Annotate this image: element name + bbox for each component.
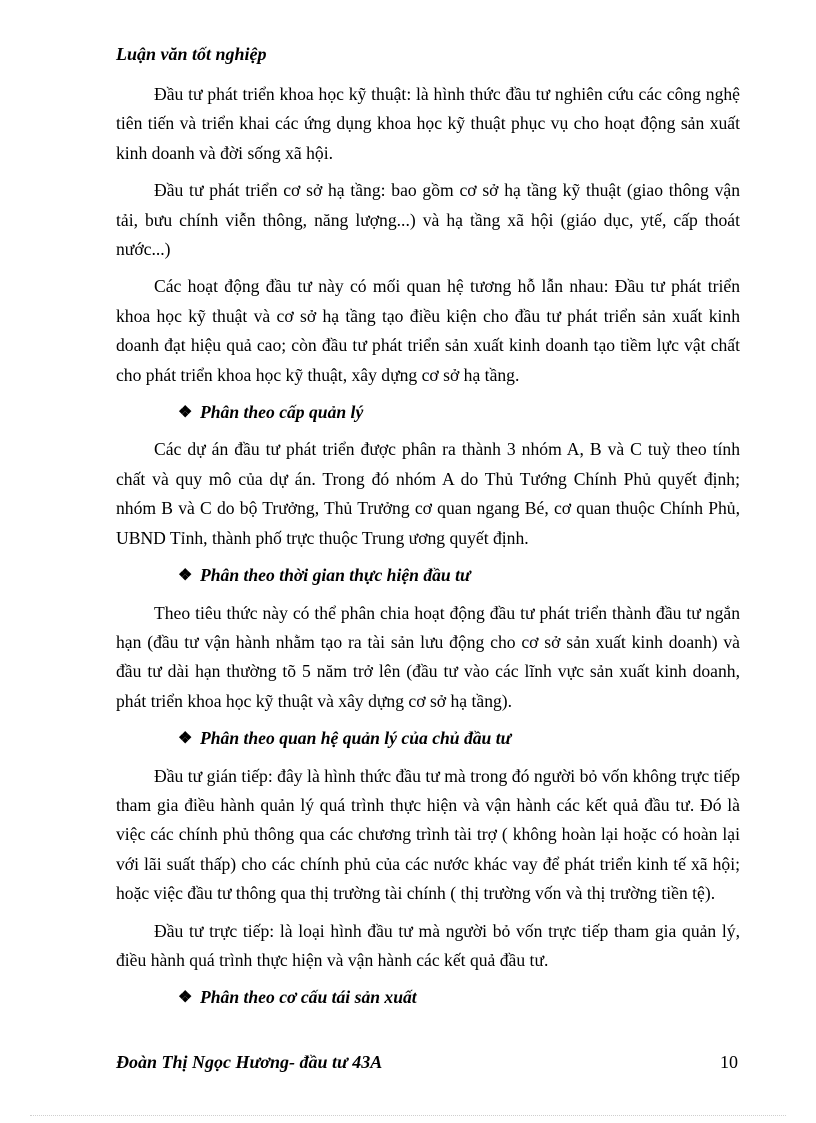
document-page: [116, 0, 740, 1123]
subheading-label: Phân theo cấp quản lý: [200, 402, 364, 423]
page-number: 10: [720, 1052, 738, 1072]
page-footer: [116, 1052, 738, 1073]
paragraph-project-groups: Các dự án đầu tư phát triển được phân ra thành 3 nhóm A, B và C tuỳ theo tính chất và quy mô của dự án. Trong đó nhóm A do Thủ Tướng Chính Phủ quyết định; nhóm B và C do bộ Trưởng, Thủ Trưởng cơ quan ngang Bé, cơ quan thuộc Chính Phủ, UBND Tỉnh, thành phố trực thuộc Trung ương quyết định.: [116, 439, 740, 548]
subheading-implementation-time: [178, 561, 740, 590]
paragraph-mutual-relationship: Các hoạt động đầu tư này có mối quan hệ tương hỗ lẫn nhau: Đầu tư phát triển khoa học kỹ thuật và cơ sở hạ tầng tạo điều kiện cho đầu tư phát triển sản xuất kinh doanh đạt hiệu quả cao; còn đầu tư phát triển sản xuất kinh doanh tạo tiềm lực vật chất cho phát triển khoa học kỹ thuật, xây dựng cơ sở hạ tầng.: [116, 276, 740, 385]
diamond-bullet-icon: ❖: [178, 989, 193, 1007]
subheading-investor-relation: [178, 724, 740, 753]
paragraph-infrastructure-investment: Đầu tư phát triển cơ sở hạ tầng: bao gồm cơ sở hạ tầng kỹ thuật (giao thông vận tải, bưu chính viễn thông, năng lượng...) và hạ tầng xã hội (giáo dục, ytế, cấp thoát nước...): [116, 180, 740, 260]
subheading-reproduction-structure: [178, 983, 740, 1012]
diamond-bullet-icon: ❖: [178, 567, 193, 585]
subheading-label: Phân theo thời gian thực hiện đầu tư: [200, 565, 471, 586]
subheading-management-level: [178, 398, 740, 427]
paragraph-indirect-investment: Đầu tư gián tiếp: đây là hình thức đầu tư mà trong đó người bỏ vốn không trực tiếp tham gia điều hành quản lý quá trình thực hiện và vận hành các kết quả đầu tư. Đó là việc các chính phủ thông qua các chương trình tài trợ ( không hoàn lại hoặc có hoàn lại với lãi suất thấp) cho các chính phủ của các nước khác vay để phát triển kinh tế xã hội; hoặc việc đầu tư thông qua thị trường tài chính ( thị trường vốn và thị trường tiền tệ).: [116, 765, 740, 904]
subheading-label: Phân theo quan hệ quản lý của chủ đầu tư: [200, 728, 512, 749]
footer-author: Đoàn Thị Ngọc Hương- đầu tư 43A: [116, 1052, 383, 1072]
paragraph-direct-investment: Đầu tư trực tiếp: là loại hình đầu tư mà người bỏ vốn trực tiếp tham gia quản lý, điều hành quá trình thực hiện và vận hành các kết quả đầu tư.: [116, 920, 740, 970]
paragraph-science-tech-investment: Đầu tư phát triển khoa học kỹ thuật: là hình thức đầu tư nghiên cứu các công nghệ tiên tiến và triển khai các ứng dụng khoa học kỹ thuật phục vụ cho hoạt động sản xuất kinh doanh và đời sống xã hội.: [116, 84, 740, 163]
diamond-bullet-icon: ❖: [178, 404, 193, 422]
document-body: [116, 80, 740, 1021]
page-bottom-divider: [30, 1115, 786, 1116]
paragraph-short-long-term: Theo tiêu thức này có thể phân chia hoạt động đầu tư phát triển thành đầu tư ngắn hạn (đầu tư vận hành nhằm tạo ra tài sản lưu động cho cơ sở sản xuất kinh doanh) và đầu tư dài hạn thường tõ 5 năm trở lên (đầu tư vào các lĩnh vực sản xuất kinh doanh, phát triển khoa học kỹ thuật và xây dựng cơ sở hạ tầng).: [116, 602, 740, 711]
diamond-bullet-icon: ❖: [178, 730, 193, 748]
subheading-label: Phân theo cơ cấu tái sản xuất: [200, 987, 417, 1008]
running-header: Luận văn tốt nghiệp: [116, 44, 267, 64]
